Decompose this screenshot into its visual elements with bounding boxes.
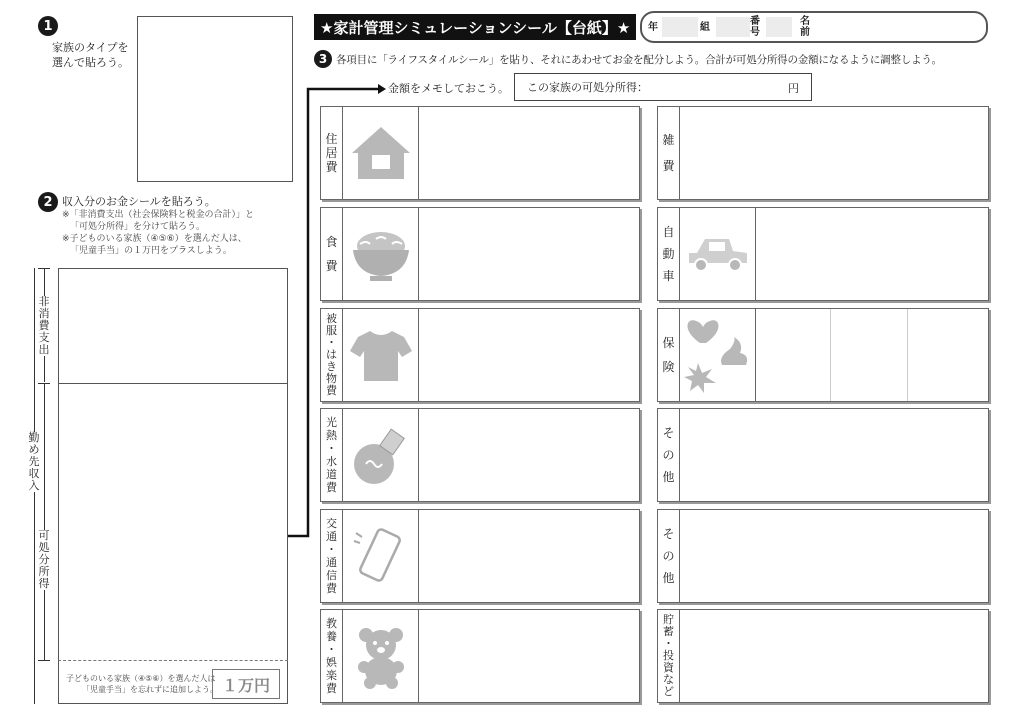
label-char: ・ — [326, 336, 337, 349]
category-label — [658, 610, 680, 702]
insurance-column-divider — [830, 309, 831, 401]
student-info-box[interactable] — [640, 11, 988, 43]
icon-cell — [343, 409, 419, 501]
name-label-2: 前 — [800, 27, 810, 38]
page-title: ★家計管理シミュレーションシール【台紙】★ — [314, 14, 636, 40]
step1-text — [52, 40, 129, 70]
label-char: 他 — [662, 571, 675, 585]
label-char: そ — [662, 426, 675, 440]
bracket-disposable-line — [44, 384, 45, 660]
year-label: 年 — [648, 21, 658, 33]
category-car[interactable] — [657, 207, 989, 301]
category-label — [321, 208, 343, 300]
label-char: 車 — [662, 269, 675, 283]
memo-unit: 円 — [788, 82, 799, 95]
label-char: 信 — [326, 569, 337, 582]
label-char: 居 — [325, 146, 338, 160]
child-note-line1: 子どものいる家族（④⑤⑥）を選んだ人は — [66, 674, 216, 683]
memo-label: この家族の可処分所得： — [527, 81, 648, 94]
label-char: ・ — [326, 643, 337, 656]
label-char: 費 — [326, 384, 337, 397]
bracket-bottom-tick — [38, 660, 50, 661]
label-char: 通 — [326, 556, 337, 569]
category-insurance[interactable] — [657, 308, 989, 402]
label-char: 険 — [662, 360, 675, 374]
category-food[interactable] — [320, 207, 640, 301]
child-note-line2: 「児童手当」を忘れずに追加しよう。 — [82, 685, 218, 694]
step2-badge: 2 — [38, 192, 58, 212]
category-housing[interactable] — [320, 106, 640, 200]
label-char: 他 — [662, 470, 675, 484]
label-char: の — [662, 448, 675, 462]
label-char: 蓄 — [663, 625, 674, 638]
insurance-column-divider — [907, 309, 908, 401]
label-char: 費 — [325, 160, 338, 174]
category-label — [321, 309, 343, 401]
label-char: ・ — [663, 637, 674, 650]
label-char: は — [326, 348, 337, 361]
memo-prompt: 金額をメモしておこう。 — [388, 82, 509, 95]
icon-cell — [343, 107, 419, 199]
house-icon — [348, 123, 414, 183]
step2-note4: 「児童手当」の１万円をプラスしよう。 — [70, 246, 232, 256]
family-type-paste-area[interactable] — [137, 16, 293, 182]
category-utilities[interactable] — [320, 408, 640, 502]
smartphone-icon — [348, 521, 414, 591]
label-char: 熱 — [326, 429, 337, 442]
step1-text-line1: 家族のタイプを — [52, 41, 129, 54]
label-char: 資 — [663, 661, 674, 674]
label-char: 楽 — [326, 669, 337, 682]
label-char: 費 — [326, 481, 337, 494]
category-label — [321, 610, 343, 702]
label-char: 食 — [325, 235, 338, 249]
label-char: 物 — [326, 372, 337, 385]
category-transport-communication[interactable] — [320, 509, 640, 603]
lightbulb-icon — [348, 420, 414, 490]
step2-note1: ※「非消費支出（社会保険料と税金の合計）」と — [62, 210, 255, 220]
child-allowance-sticker-slot[interactable]: １万円 — [212, 669, 280, 699]
category-label — [658, 510, 680, 602]
label-char: 教 — [326, 617, 337, 630]
label-char: 雑 — [662, 133, 675, 147]
rice-bowl-icon — [348, 224, 414, 284]
number-label — [750, 13, 760, 41]
category-label — [658, 309, 680, 401]
number-field-bg — [766, 17, 792, 37]
category-label — [658, 208, 680, 300]
label-char: 自 — [662, 225, 675, 239]
step2-note3: ※子どものいる家族（④⑤⑥）を選んだ人は、 — [62, 234, 247, 244]
bracket-nonconsumption-label: 非消費支出 — [38, 295, 50, 356]
disposable-income-memo[interactable] — [514, 73, 812, 101]
label-char: 娯 — [326, 656, 337, 669]
category-label — [321, 409, 343, 501]
label-char: 費 — [326, 682, 337, 695]
step2-notes — [62, 209, 254, 257]
step2-heading: 収入分のお金シールを貼ろう。 — [62, 195, 216, 208]
step2-note2: 「可処分所得」を分けて貼ろう。 — [70, 222, 206, 232]
category-miscellaneous[interactable] — [657, 106, 989, 200]
name-label-1: 名 — [800, 16, 810, 27]
step1-badge: 1 — [38, 16, 58, 36]
label-char: 服 — [326, 324, 337, 337]
income-split-line — [58, 383, 288, 384]
insurance-icons — [682, 313, 754, 397]
income-paste-area[interactable] — [58, 268, 288, 704]
label-char: 交 — [326, 517, 337, 530]
year-field-bg — [662, 17, 698, 37]
number-label-2: 号 — [750, 27, 760, 38]
label-char: 水 — [326, 455, 337, 468]
category-clothing[interactable] — [320, 308, 640, 402]
icon-cell — [343, 610, 419, 702]
label-char: き — [326, 360, 337, 373]
label-char: 光 — [326, 416, 337, 429]
label-char: 被 — [326, 312, 337, 325]
label-char: 動 — [662, 247, 675, 261]
child-allowance-note — [66, 673, 218, 695]
class-field-bg — [716, 17, 750, 37]
step3-instruction: 各項目に「ライフスタイルシール」を貼り、それにあわせてお金を配分しよう。合計が可処分所得の金額になるように調整しよう。 — [336, 54, 942, 66]
icon-cell — [343, 208, 419, 300]
car-icon — [683, 229, 753, 279]
name-label — [800, 13, 810, 41]
category-savings-investment[interactable] — [657, 609, 989, 703]
bracket-top-tick — [38, 268, 50, 269]
step3-badge: 3 — [314, 50, 332, 68]
category-label — [321, 107, 343, 199]
bracket-income-label: 勤め先収入 — [28, 431, 40, 492]
label-char: 道 — [326, 468, 337, 481]
icon-cell — [343, 309, 419, 401]
label-char: 保 — [662, 336, 675, 350]
bracket-disposable-label: 可処分所得 — [38, 529, 50, 590]
category-label — [658, 107, 680, 199]
tshirt-icon — [348, 325, 414, 385]
category-other-1[interactable] — [657, 408, 989, 502]
category-label — [321, 510, 343, 602]
label-char: 費 — [326, 582, 337, 595]
teddy-bear-icon — [348, 621, 414, 691]
icon-cell — [680, 309, 756, 401]
label-char: 貯 — [663, 613, 674, 626]
label-char: ど — [663, 685, 674, 698]
number-label-1: 番 — [750, 16, 760, 27]
label-char: 費 — [662, 159, 675, 173]
category-other-2[interactable] — [657, 509, 989, 603]
icon-cell — [680, 208, 756, 300]
class-label: 組 — [700, 21, 710, 33]
income-dashed-line — [58, 660, 288, 661]
label-char: そ — [662, 527, 675, 541]
category-label — [658, 409, 680, 501]
label-char: 養 — [326, 630, 337, 643]
icon-cell — [343, 510, 419, 602]
label-char: の — [662, 549, 675, 563]
label-char: 住 — [325, 132, 338, 146]
label-char: 通 — [326, 530, 337, 543]
category-education-entertainment[interactable] — [320, 609, 640, 703]
label-char: 投 — [663, 649, 674, 662]
label-char: ・ — [326, 442, 337, 455]
label-char: な — [663, 673, 674, 686]
bracket-mid-tick — [38, 383, 50, 384]
label-char: ・ — [326, 543, 337, 556]
label-char: 費 — [325, 259, 338, 273]
step1-text-line2: 選んで貼ろう。 — [52, 56, 129, 69]
